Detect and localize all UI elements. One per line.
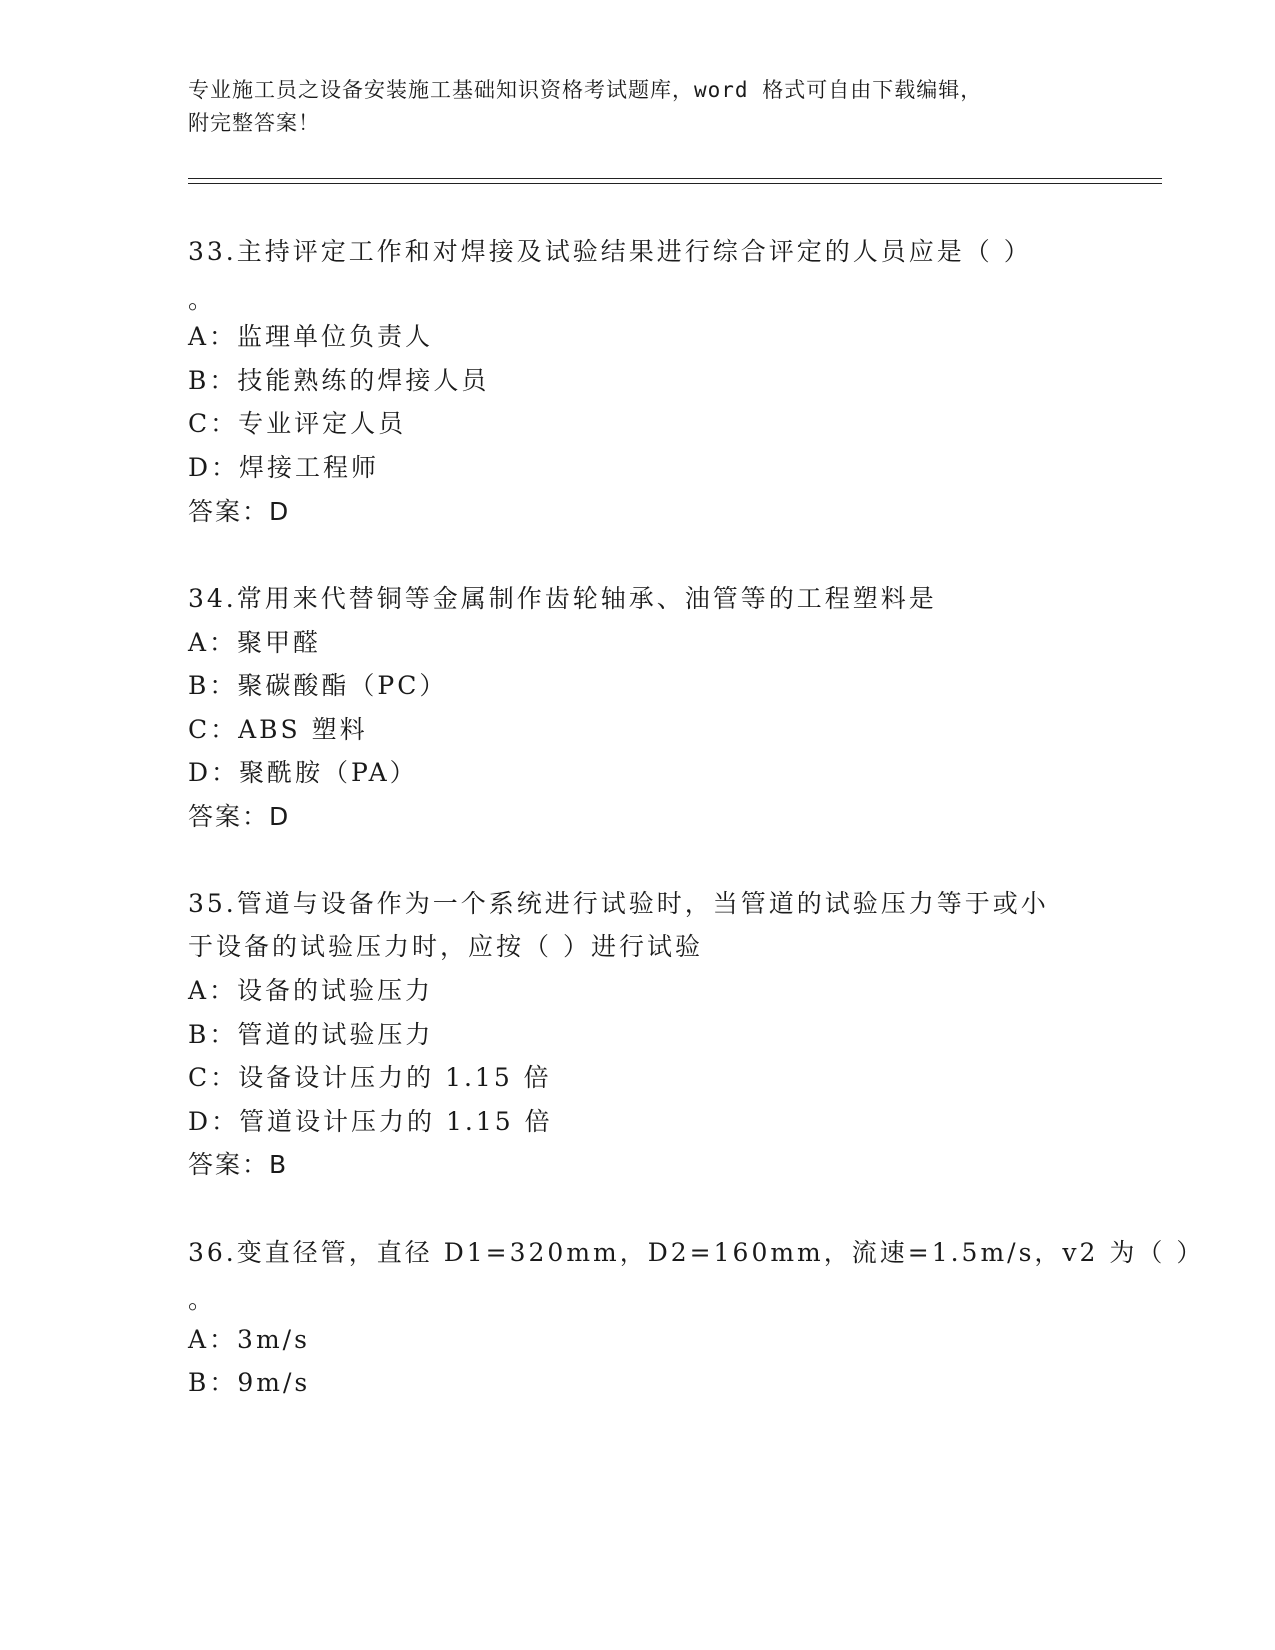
question-33-stem-cont: 。 — [188, 285, 217, 314]
question-36-option-a: A：3m/s — [188, 1325, 310, 1354]
question-34-option-b: B：聚碳酸酯（PC） — [188, 671, 448, 700]
header-divider-bottom — [188, 183, 1162, 184]
question-35-stem-cont: 于设备的试验压力时，应按（ ）进行试验 — [188, 932, 703, 961]
header-line-2: 附完整答案！ — [188, 111, 320, 135]
question-33-option-a: A：监理单位负责人 — [188, 322, 434, 351]
document-header — [188, 74, 1088, 140]
question-33-answer: 答案：D — [188, 497, 291, 526]
question-36-option-b: B：9m/s — [188, 1368, 311, 1397]
question-35-option-b: B：管道的试验压力 — [188, 1020, 434, 1049]
header-divider-top — [188, 178, 1162, 179]
question-35-option-c: C：设备设计压力的 1.15 倍 — [188, 1063, 552, 1092]
question-36-stem: 36.变直径管，直径 D1=320mm，D2=160mm，流速=1.5m/s，v2 为（ ） — [188, 1238, 1205, 1267]
question-33-option-b: B：技能熟练的焊接人员 — [188, 366, 490, 395]
question-35-option-d: D：管道设计压力的 1.15 倍 — [188, 1107, 553, 1136]
question-35-stem: 35.管道与设备作为一个系统进行试验时，当管道的试验压力等于或小 — [188, 889, 1049, 918]
question-34-option-a: A：聚甲醛 — [188, 628, 322, 657]
question-34-answer: 答案：D — [188, 802, 291, 831]
header-line-1: 专业施工员之设备安装施工基础知识资格考试题库，word 格式可自由下载编辑， — [188, 78, 983, 102]
question-33-option-c: C：专业评定人员 — [188, 409, 407, 438]
question-34-option-c: C：ABS 塑料 — [188, 715, 368, 744]
question-33-stem: 33.主持评定工作和对焊接及试验结果进行综合评定的人员应是（ ） — [188, 237, 1032, 266]
question-35-option-a: A：设备的试验压力 — [188, 976, 434, 1005]
question-34-option-d: D：聚酰胺（PA） — [188, 758, 418, 787]
question-33-option-d: D：焊接工程师 — [188, 453, 380, 482]
question-34-stem: 34.常用来代替铜等金属制作齿轮轴承、油管等的工程塑料是 — [188, 584, 937, 613]
question-36-stem-cont: 。 — [188, 1285, 217, 1314]
question-35-answer: 答案：B — [188, 1150, 289, 1179]
